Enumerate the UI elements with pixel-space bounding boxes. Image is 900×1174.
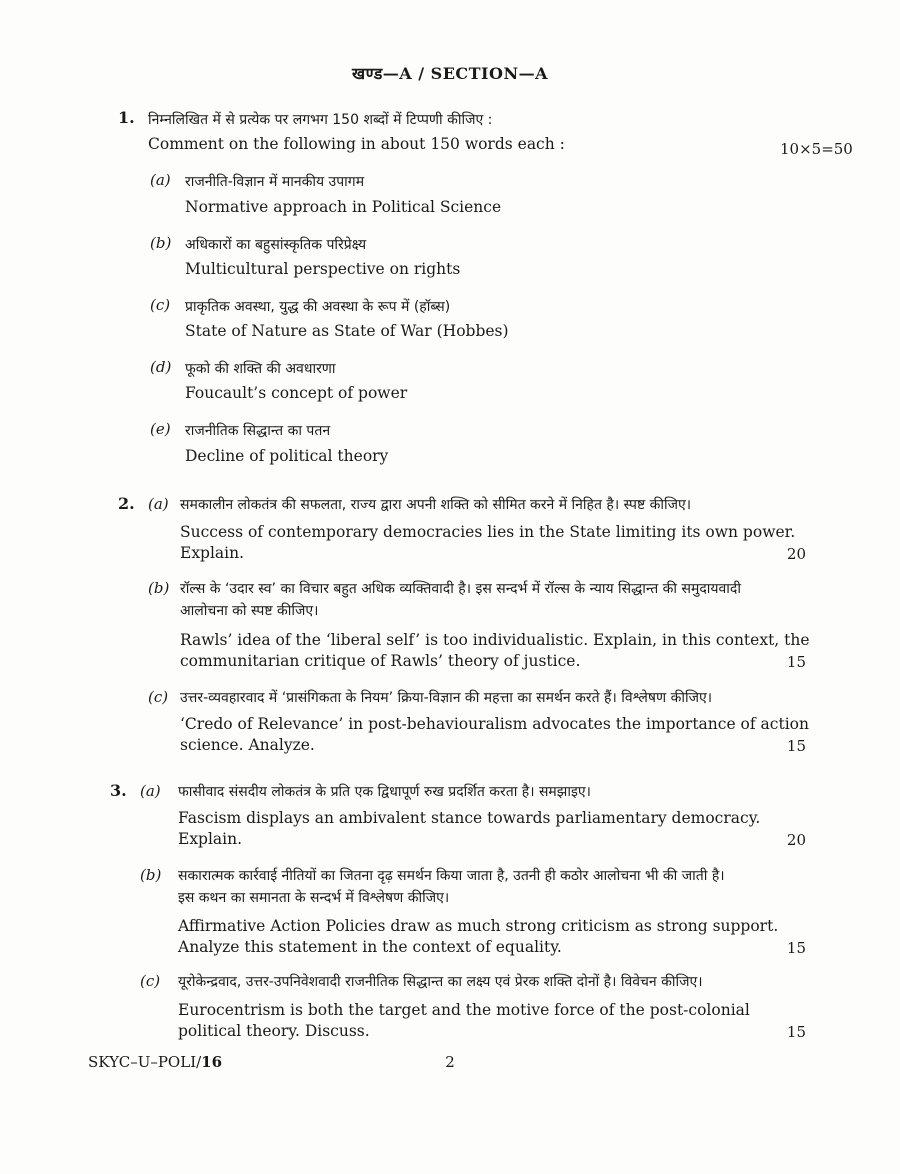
q3-part-a-english-line-1: Fascism displays an ambivalent stance towards parliamentary democracy. [178,809,761,827]
q3-part-a-label: (a) [140,782,161,800]
q2-part-b-english-line-2: communitarian critique of Rawls’ theory of justice. [180,652,581,670]
section-title: खण्ड—A / SECTION—A [352,64,548,83]
q2-part-c-english-line-2: science. Analyze. [180,736,315,754]
question-1-marks: 10×5=50 [780,140,853,158]
q2-part-a-marks: 20 [786,545,806,563]
q1-part-a-hindi: राजनीति-विज्ञान में मानकीय उपागम [185,174,365,190]
q2-part-a-label: (a) [148,495,169,513]
question-2-number: 2. [118,494,135,513]
q3-part-a-english-line-2: Explain. [178,830,243,848]
q3-part-b-marks: 15 [786,939,806,957]
q1-part-d-label: (d) [150,358,172,376]
q1-part-c-hindi: प्राकृतिक अवस्था, युद्ध की अवस्था के रूप में (हॉब्स) [185,299,451,315]
q1-part-b-label: (b) [150,234,172,252]
q2-part-b-marks: 15 [786,653,806,671]
q3-part-c-hindi-line-1: यूरोकेन्द्रवाद, उत्तर-उपनिवेशवादी राजनीतिक सिद्धान्त का लक्ष्य एवं प्रेरक शक्ति दोनों है। विवेचन कीजिए। [178,974,703,990]
question-1-english: Comment on the following in about 150 words each : [148,135,565,153]
q1-part-a-label: (a) [150,171,171,189]
q1-part-e-label: (e) [150,420,171,438]
q1-part-c-english: State of Nature as State of War (Hobbes) [185,322,509,340]
q3-part-c-english-line-2: political theory. Discuss. [178,1022,370,1040]
q3-part-c-english-line-1: Eurocentrism is both the target and the motive force of the post-colonial [178,1001,750,1019]
q2-part-b-hindi-line-1: रॉल्स के ‘उदार स्व’ का विचार बहुत अधिक व्यक्तिवादी है। इस सन्दर्भ में रॉल्स के न्याय सिद्धान्त की समुदायवादी [180,581,741,597]
q2-part-b-english-line-1: Rawls’ idea of the ‘liberal self’ is too individualistic. Explain, in this context, the [180,631,810,649]
q2-part-a-hindi-line-1: समकालीन लोकतंत्र की सफलता, राज्य द्वारा अपनी शक्ति को सीमित करने में निहित है। स्पष्ट कीजिए। [180,497,692,513]
question-1-number: 1. [118,108,135,127]
question-3-number: 3. [110,781,127,800]
q3-part-c-label: (c) [140,972,161,990]
paper-code-prefix: SKYC–U–POLI/ [88,1053,202,1071]
q3-part-b-hindi-line-2: इस कथन का समानता के सन्दर्भ में विश्लेषण कीजिए। [178,890,450,906]
q1-part-a-english: Normative approach in Political Science [185,198,502,216]
q2-part-c-marks: 15 [786,737,806,755]
q1-part-e-english: Decline of political theory [185,447,389,465]
q1-part-b-english: Multicultural perspective on rights [185,260,461,278]
q3-part-c-marks: 15 [786,1023,806,1041]
q3-part-b-hindi-line-1: सकारात्मक कार्रवाई नीतियों का जितना दृढ़ समर्थन किया जाता है, उतनी ही कठोर आलोचना भी की जाती है। [178,868,725,884]
q2-part-a-english-line-2: Explain. [180,544,245,562]
q3-part-b-english-line-2: Analyze this statement in the context of equality. [178,938,562,956]
q1-part-d-english: Foucault’s concept of power [185,384,408,402]
q1-part-d-hindi: फूको की शक्ति की अवधारणा [185,361,336,377]
paper-code-suffix: 16 [201,1053,223,1071]
q2-part-c-english-line-1: ‘Credo of Relevance’ in post-behaviouralism advocates the importance of action [180,715,809,733]
q1-part-b-hindi: अधिकारों का बहुसांस्कृतिक परिप्रेक्ष्य [185,237,367,253]
q3-part-a-marks: 20 [786,831,806,849]
q3-part-a-hindi-line-1: फासीवाद संसदीय लोकतंत्र के प्रति एक द्विधापूर्ण रुख प्रदर्शित करता है। समझाइए। [178,784,591,800]
q2-part-c-hindi-line-1: उत्तर-व्यवहारवाद में ‘प्रासंगिकता के नियम’ क्रिया-विज्ञान की महत्ता का समर्थन करते हैं। विश्लेषण कीजिए। [180,690,713,706]
q2-part-b-label: (b) [148,579,170,597]
q3-part-b-label: (b) [140,866,162,884]
q1-part-c-label: (c) [150,296,171,314]
q2-part-c-label: (c) [148,688,169,706]
q1-part-e-hindi: राजनीतिक सिद्धान्त का पतन [185,423,331,439]
q2-part-a-english-line-1: Success of contemporary democracies lies in the State limiting its own power. [180,523,796,541]
question-1-hindi: निम्नलिखित में से प्रत्येक पर लगभग 150 शब्दों में टिप्पणी कीजिए : [148,112,493,128]
page-number: 2 [445,1053,455,1071]
q2-part-b-hindi-line-2: आलोचना को स्पष्ट कीजिए। [180,603,319,619]
q3-part-b-english-line-1: Affirmative Action Policies draw as much strong criticism as strong support. [178,917,779,935]
